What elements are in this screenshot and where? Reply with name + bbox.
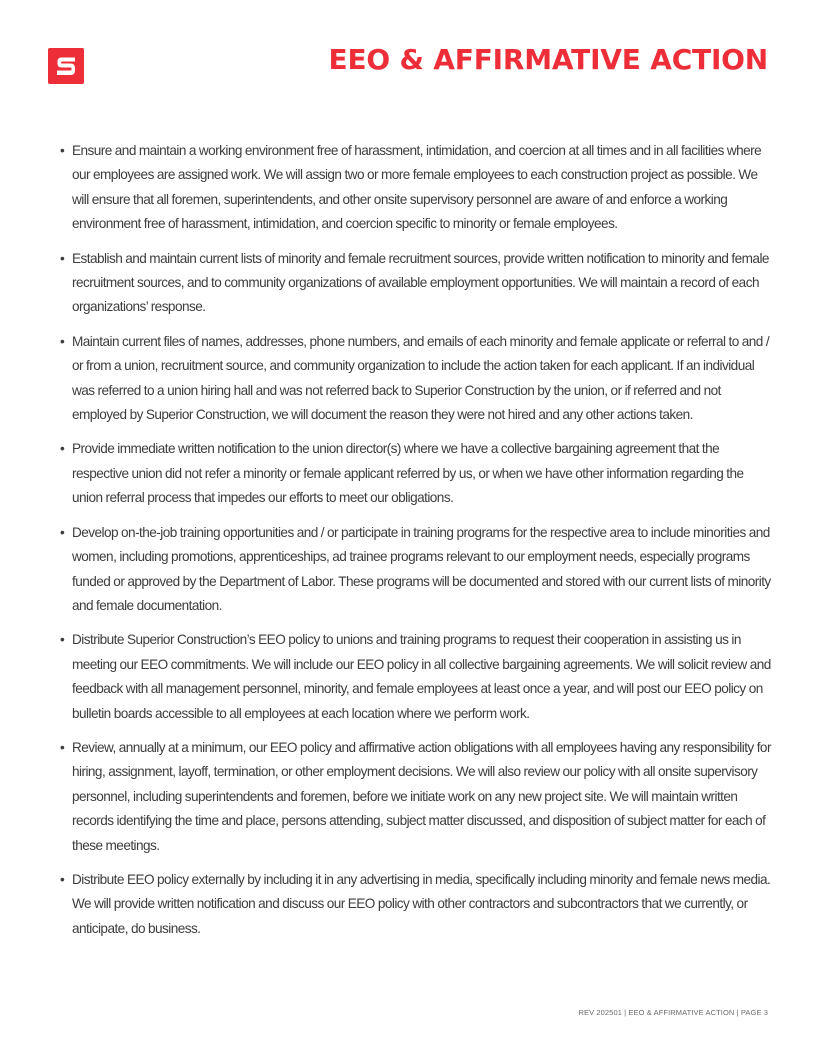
policy-bullet-harassment-free-environment: • Ensure and maintain a working environment free of harassment, intimidation, and coercion at all times and in all facilities where our employees are assigned work. We will assign two or more female employees to each construction project as possible. We will ensure that all foremen, superintendents, and other onsite supervisory personnel are aware of and enforce a working environment free of harassment, intimidation, and coercion specific to minority or female employees.	[60, 139, 772, 237]
policy-bullet-training-programs: • Develop on-the-job training opportunities and / or participate in training programs for the respective area to include minorities and women, including promotions, apprenticeships, ad trainee programs relevant to our employment needs, especially programs funded or approved by the Department of Labor. These programs will be documented and stored with our current lists of minority and female documentation.	[60, 521, 772, 619]
policy-bullet-applicant-files: • Maintain current files of names, addresses, phone numbers, and emails of each minority and female applicate or referral to and / or from a union, recruitment source, and community organization to include the action taken for each applicant. If an individual was referred to a union hiring hall and was not referred back to Superior Construction by the union, or if referred and not employed by Superior Construction, we will document the reason they were not hired and any other actions taken.	[60, 330, 772, 428]
superior-s-logo-icon	[48, 48, 84, 84]
policy-bullet-union-notification: • Provide immediate written notification to the union director(s) where we have a collective bargaining agreement that the respective union did not refer a minority or female applicant referred by us, or when we have other information regarding the union referral process that impedes our efforts to meet our obligations.	[60, 437, 772, 510]
policy-bullet-list	[60, 139, 772, 951]
policy-bullet-external-distribution: • Distribute EEO policy externally by including it in any advertising in media, specifically including minority and female news media. We will provide written notification and discuss our EEO policy with other contractors and subcontractors that we currently, or anticipate, do business.	[60, 868, 772, 941]
page-footer: REV 202501 | EEO & AFFIRMATIVE ACTION | PAGE 3	[578, 1008, 768, 1017]
policy-bullet-annual-review: • Review, annually at a minimum, our EEO policy and affirmative action obligations with all employees having any responsibility for hiring, assignment, layoff, termination, or other employment decisions. We will also review our policy with all onsite supervisory personnel, including superintendents and foremen, before we initiate work on any new project site. We will maintain written records identifying the time and place, persons attending, subject matter discussed, and disposition of subject matter for each of these meetings.	[60, 736, 772, 858]
policy-bullet-recruitment-sources: • Establish and maintain current lists of minority and female recruitment sources, provide written notification to minority and female recruitment sources, and to community organizations of available employment opportunities. We will maintain a record of each organizations’ response.	[60, 247, 772, 320]
page-title: EEO & AFFIRMATIVE ACTION	[328, 43, 768, 76]
policy-bullet-distribute-policy-unions: • Distribute Superior Construction’s EEO policy to unions and training programs to request their cooperation in assisting us in meeting our EEO commitments. We will include our EEO policy in all collective bargaining agreements. We will solicit review and feedback with all management personnel, minority, and female employees at least once a year, and will post our EEO policy on bulletin boards accessible to all employees at each location where we perform work.	[60, 628, 772, 726]
